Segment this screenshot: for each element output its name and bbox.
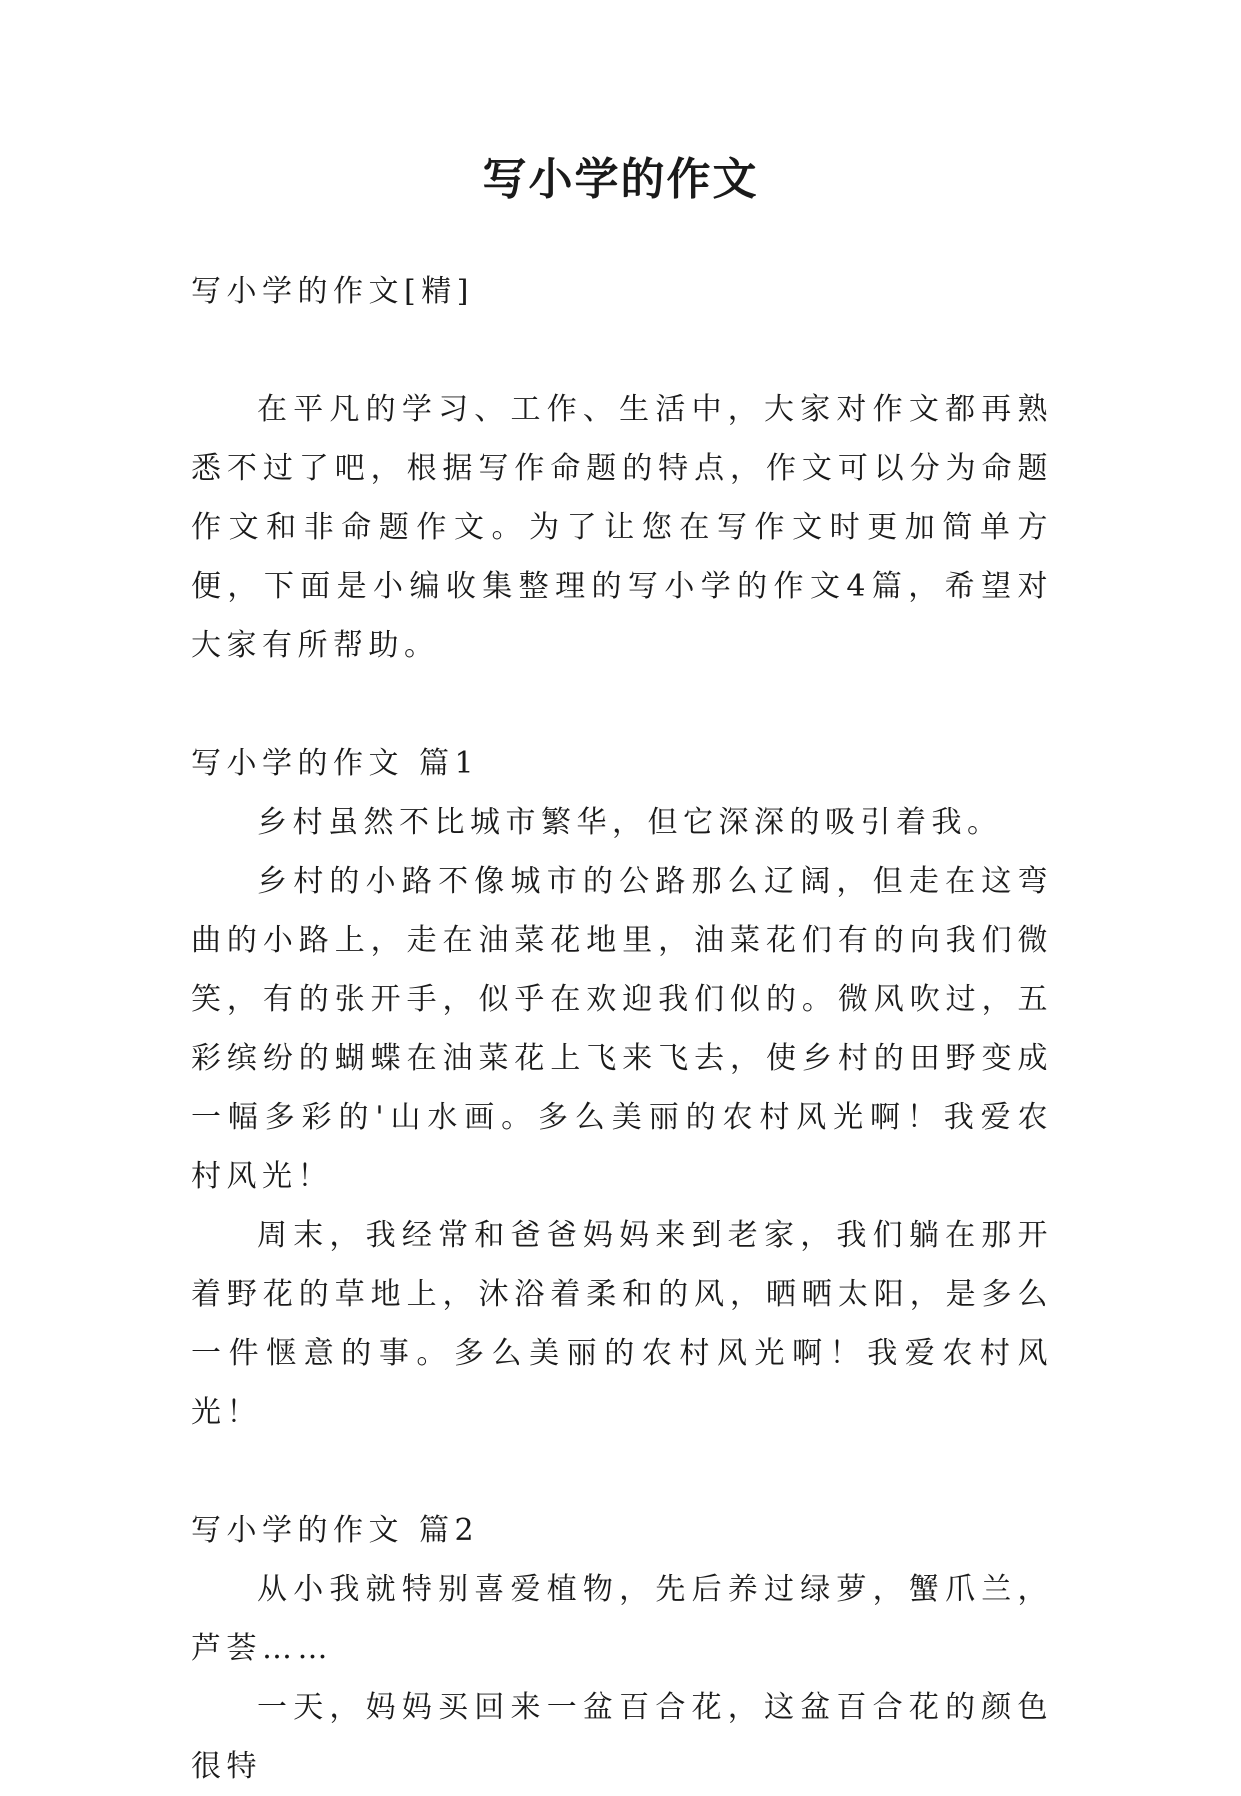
spacer <box>191 675 1053 734</box>
section-1-paragraph-3: 周末，我经常和爸爸妈妈来到老家，我们躺在那开着野花的草地上，沐浴着柔和的风，晒晒太阳，是多么一件惬意的事。多么美丽的农村风光啊！我爱农村风光！ <box>191 1218 1053 1430</box>
document-title: 写小学的作文 <box>482 154 759 205</box>
section-1-paragraph-2: 乡村的小路不像城市的公路那么辽阔，但走在这弯曲的小路上，走在油菜花地里，油菜花们有的向我们微笑，有的张开手，似乎在欢迎我们似的。微风吹过，五彩缤纷的蝴蝶在油菜花上飞来飞去，使乡村的田野变成一幅多彩的'山水画。多么美丽的农村风光啊！我爱农村风光！ <box>191 864 1053 1194</box>
spacer <box>191 1442 1053 1501</box>
document-subtitle: 写小学的作文[精] <box>191 274 474 309</box>
section-2-paragraph-1: 从小我就特别喜爱植物，先后养过绿萝，蟹爪兰，芦荟…… <box>191 1572 1053 1666</box>
section-heading-2: 写小学的作文 篇2 <box>191 1513 480 1548</box>
section-1-paragraph-1: 乡村虽然不比城市繁华，但它深深的吸引着我。 <box>257 805 1003 840</box>
section-heading-1: 写小学的作文 篇1 <box>191 746 480 781</box>
intro-paragraph: 在平凡的学习、工作、生活中，大家对作文都再熟悉不过了吧，根据写作命题的特点，作文可以分为命题作文和非命题作文。为了让您在写作文时更加简单方便，下面是小编收集整理的写小学的作文4篇，希望对大家有所帮助。 <box>191 392 1053 663</box>
section-2-paragraph-2: 一天，妈妈买回来一盆百合花，这盆百合花的颜色很特 <box>191 1690 1053 1784</box>
document-body <box>191 262 1053 1796</box>
spacer <box>191 321 1053 380</box>
